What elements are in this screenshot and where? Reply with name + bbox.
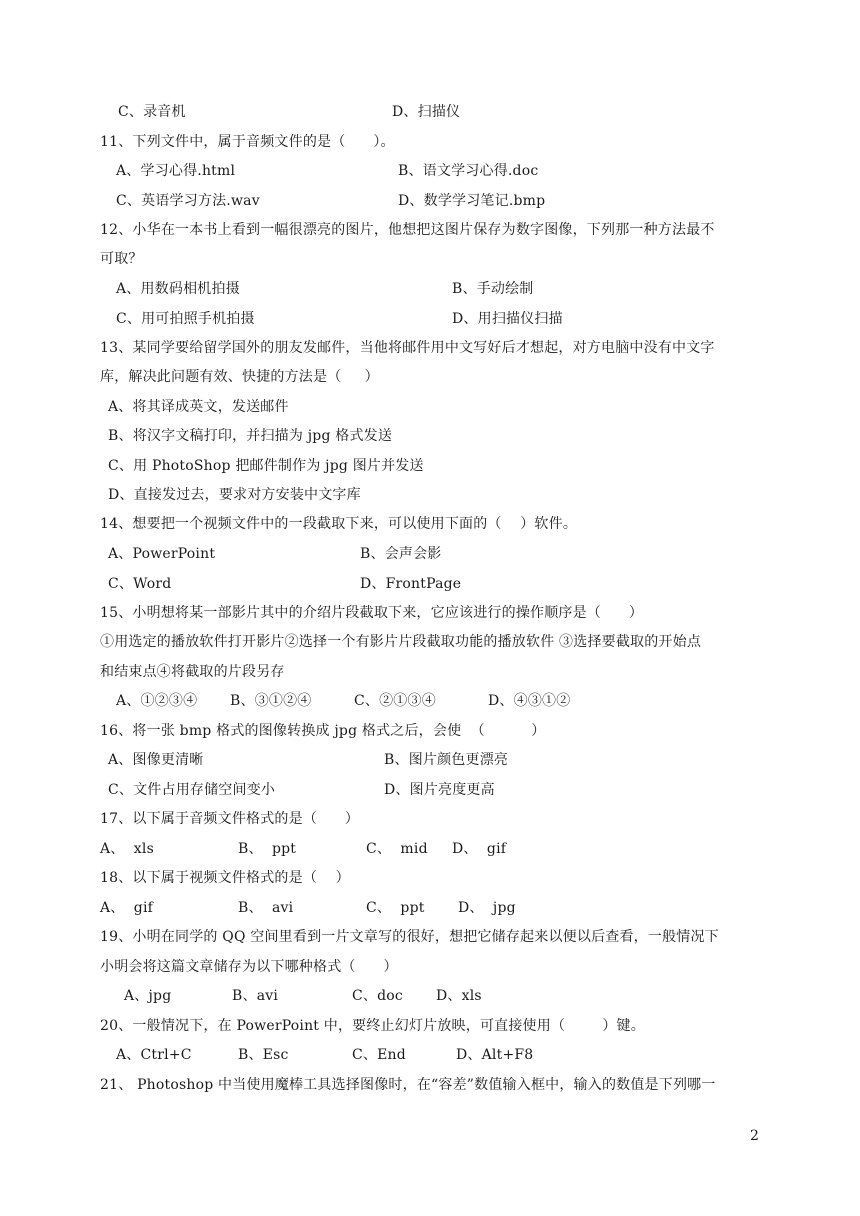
- option-a: A、用数码相机拍摄: [116, 281, 240, 297]
- question-14-options-row1: [0, 543, 442, 565]
- option-d: D、图片亮度更高: [384, 782, 495, 798]
- option-a: A、图像更清晰: [108, 752, 204, 768]
- option-c: C、End: [352, 1047, 406, 1063]
- option-b: B、avi: [232, 988, 279, 1004]
- option-a: A、学习心得.html: [116, 163, 236, 179]
- option-c: C、②①③④: [354, 693, 436, 709]
- option-c: C、英语学习方法.wav: [116, 193, 260, 209]
- option-a: A、jpg: [124, 988, 172, 1004]
- option-d: D、④③①②: [488, 693, 571, 709]
- question-12-stem-cont: 可取？: [100, 251, 143, 267]
- question-14-options-row2: [0, 573, 462, 595]
- option-c: C、文件占用存储空间变小: [108, 782, 276, 798]
- option-b: B、语文学习心得.doc: [398, 163, 539, 179]
- question-21-stem: 21、 Photoshop 中当使用魔棒工具选择图像时，在“容差”数值输入框中，输入的数值是下列哪一: [100, 1077, 716, 1093]
- option-b: B、手动绘制: [452, 281, 534, 297]
- question-17-stem: 17、以下属于音频文件格式的是（ ）: [100, 811, 360, 827]
- question-16-stem: 16、将一张 bmp 格式的图像转换成 jpg 格式之后，会使 （ ）: [100, 723, 546, 739]
- option-d: D、扫描仪: [392, 104, 461, 120]
- option-b: B、Esc: [238, 1047, 289, 1063]
- option-b: B、 avi: [238, 900, 294, 916]
- question-11-options-row2: [0, 190, 546, 212]
- question-12-options-row2: [0, 308, 563, 330]
- question-13-stem-cont: 库，解决此问题有效、快捷的方法是（ ）: [100, 369, 379, 385]
- option-b: B、会声会影: [360, 546, 442, 562]
- question-13-option-b: B、将汉字文稿打印，并扫描为 jpg 格式发送: [108, 428, 393, 444]
- option-a: A、 gif: [100, 900, 154, 916]
- question-11-stem: 11、下列文件中，属于音频文件的是（ ）。: [100, 134, 395, 150]
- question-13-option-d: D、直接发过去，要求对方安装中文字库: [108, 487, 361, 503]
- page-number: 2: [750, 1128, 759, 1144]
- option-d: D、 jpg: [458, 900, 516, 916]
- question-16-options-row2: [0, 779, 495, 801]
- option-d: D、Alt+F8: [456, 1047, 534, 1063]
- question-20-options: [0, 1044, 534, 1066]
- option-b: B、图片颜色更漂亮: [384, 752, 509, 768]
- question-10-options: [0, 101, 461, 123]
- option-c: C、Word: [108, 576, 172, 592]
- question-16-options-row1: [0, 749, 509, 771]
- question-13-option-c: C、用 PhotoShop 把邮件制作为 jpg 图片并发送: [108, 458, 424, 474]
- option-b: B、 ppt: [238, 841, 297, 857]
- option-c: C、 ppt: [366, 900, 425, 916]
- question-13-stem: 13、某同学要给留学国外的朋友发邮件，当他将邮件用中文写好后才想起，对方电脑中没有中文字: [100, 340, 715, 356]
- question-15-options: [0, 690, 571, 712]
- option-d: D、 gif: [452, 841, 507, 857]
- question-18-stem: 18、以下属于视频文件格式的是（ ）: [100, 870, 350, 886]
- option-a: A、Ctrl+C: [116, 1047, 192, 1063]
- question-13-option-a: A、将其译成英文，发送邮件: [108, 399, 289, 415]
- option-a: A、 xls: [100, 841, 154, 857]
- question-19-stem-cont: 小明会将这篇文章储存为以下哪种格式（ ）: [100, 959, 398, 975]
- question-17-options: [0, 838, 507, 860]
- option-b: B、③①②④: [230, 693, 312, 709]
- option-c: C、doc: [352, 988, 403, 1004]
- question-15-stem: 15、小明想将某一部影片其中的介绍片段截取下来，它应该进行的操作顺序是（ ）: [100, 605, 644, 621]
- option-d: D、xls: [436, 988, 482, 1004]
- question-15-steps: ①用选定的播放软件打开影片②选择一个有影片片段截取功能的播放软件 ③选择要截取的开始点: [100, 634, 702, 650]
- question-19-stem: 19、小明在同学的 QQ 空间里看到一片文章写的很好，想把它储存起来以便以后查看，一般情况下: [100, 929, 719, 945]
- question-20-stem: 20、一般情况下，在 PowerPoint 中，要终止幻灯片放映，可直接使用（ ）键。: [100, 1018, 645, 1034]
- option-c: C、录音机: [118, 104, 186, 120]
- question-11-options-row1: [0, 160, 539, 182]
- option-c: C、 mid: [366, 841, 428, 857]
- question-19-options: [0, 985, 482, 1007]
- option-d: D、用扫描仪扫描: [452, 311, 563, 327]
- question-12-options-row1: [0, 278, 534, 300]
- option-d: D、数学学习笔记.bmp: [398, 193, 546, 209]
- option-a: A、PowerPoint: [108, 546, 216, 562]
- question-15-steps-cont: 和结束点④将截取的片段另存: [100, 664, 285, 680]
- question-18-options: [0, 897, 516, 919]
- question-14-stem: 14、想要把一个视频文件中的一段截取下来，可以使用下面的（ ）软件。: [100, 516, 578, 532]
- question-12-stem: 12、小华在一本书上看到一幅很漂亮的图片，他想把这图片保存为数字图像，下列那一种方法最不: [100, 222, 715, 238]
- option-c: C、用可拍照手机拍摄: [116, 311, 255, 327]
- option-d: D、FrontPage: [360, 576, 462, 592]
- option-a: A、①②③④: [116, 693, 198, 709]
